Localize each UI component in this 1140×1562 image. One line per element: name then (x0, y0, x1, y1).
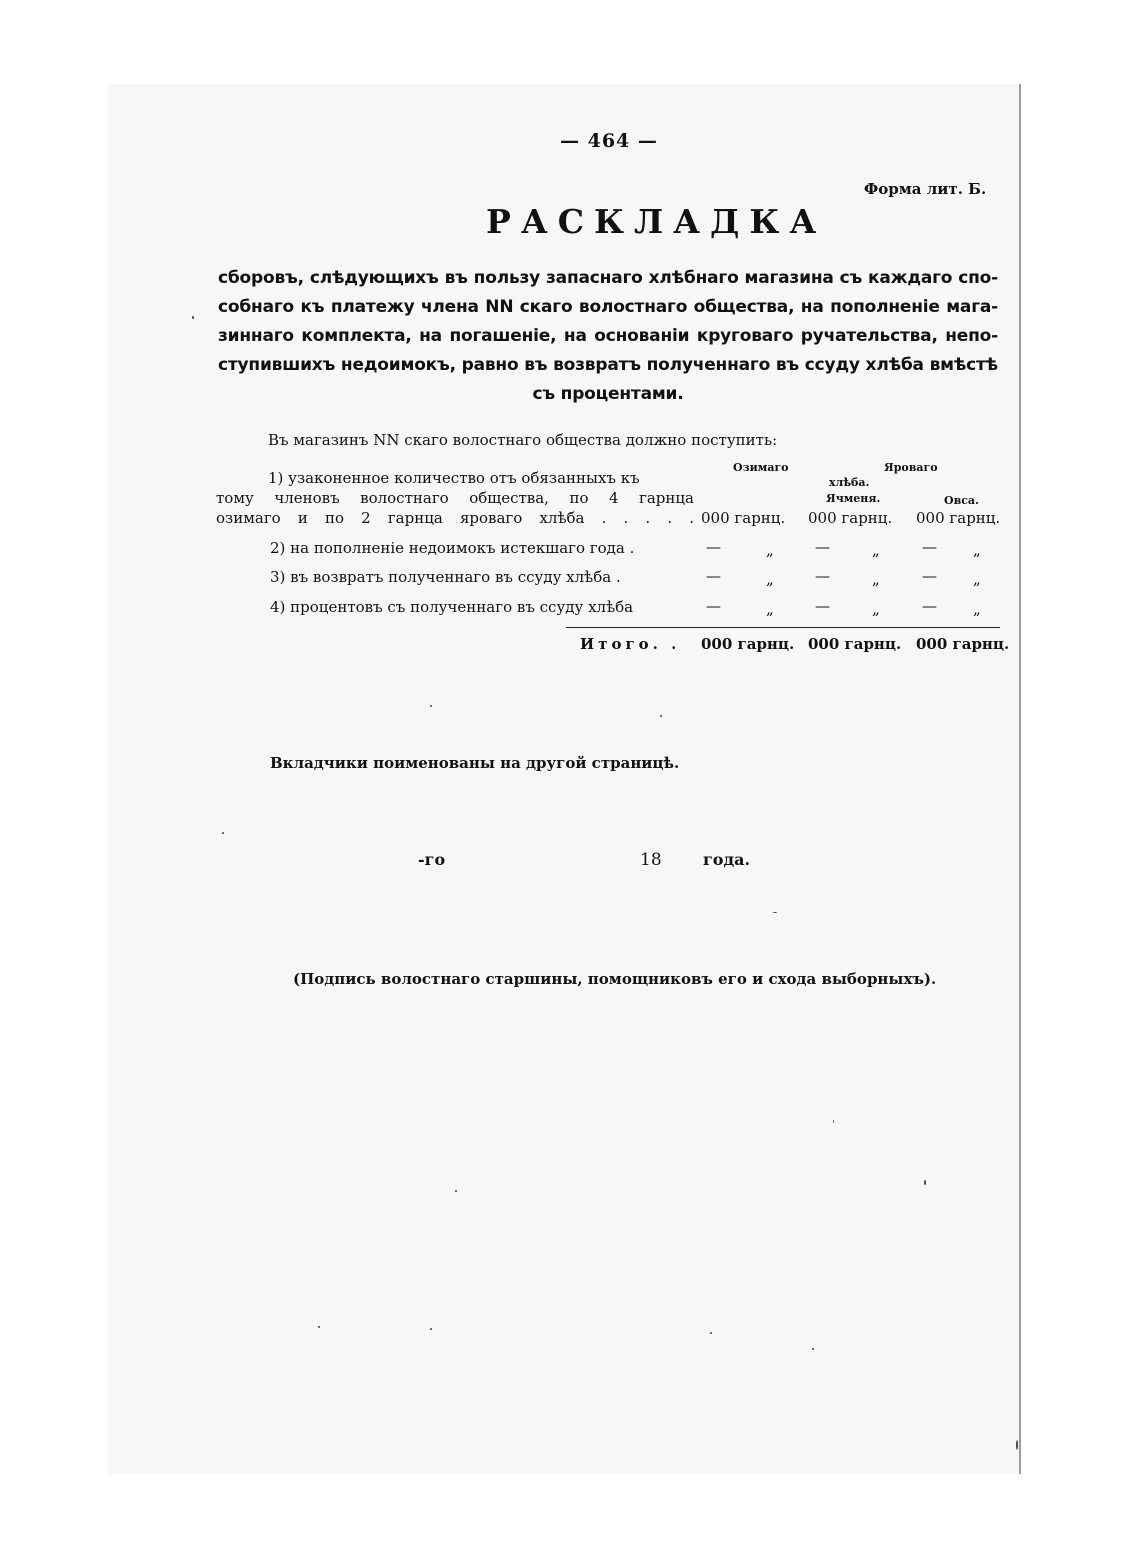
heading-line: сборовъ, слѣдующихъ въ пользу запаснаго хлѣбнаго магазина съ каждаго спо- (218, 268, 998, 288)
scan-speck (222, 832, 224, 834)
scan-speck (192, 316, 194, 319)
scan-speck (710, 1332, 712, 1334)
scan-speck (430, 1328, 432, 1330)
total-value-winter: 000 гарнц. (701, 635, 795, 653)
scan-speck (660, 715, 662, 717)
document-heading (218, 264, 998, 409)
table-row-item-1 (216, 468, 694, 528)
row-cell: — (706, 538, 721, 556)
row-cell: — (815, 538, 830, 556)
scan-speck (455, 1190, 457, 1192)
heading-line: съ процентами. (532, 384, 684, 404)
table-row-item-4-label: 4) процентовъ съ полученнаго въ ссуду хлѣба (270, 598, 634, 616)
document-title: РАСКЛАДКА (486, 202, 827, 241)
form-label: Форма лит. Б. (864, 180, 987, 198)
row-cell: — (922, 597, 937, 615)
row-cell: — (922, 567, 937, 585)
row-cell: „ (973, 541, 981, 559)
row-cell: „ (872, 600, 880, 618)
row-cell: „ (872, 570, 880, 588)
scan-speck (812, 1348, 814, 1350)
row-cell: — (706, 597, 721, 615)
total-value-barley: 000 гарнц. (808, 635, 902, 653)
row-cell: „ (766, 600, 774, 618)
scan-speck (318, 1326, 320, 1328)
signature-line: (Подпись волостнаго старшины, помощниковъ его и схода выборныхъ). (293, 970, 937, 988)
heading-line: зиннаго комплекта, на погашеніе, на основаніи круговаго ручательства, непо- (218, 326, 998, 346)
row-cell: „ (973, 600, 981, 618)
row-cell: — (815, 567, 830, 585)
item1-value-winter: 000 гарнц. (701, 509, 786, 527)
column-header-barley: Ячменя. (826, 492, 881, 505)
row-cell: — (706, 567, 721, 585)
scan-speck (833, 1120, 834, 1123)
date-year-word: года. (703, 850, 751, 869)
page-edge-divider (1019, 84, 1021, 1474)
total-value-oats: 000 гарнц. (916, 635, 1010, 653)
scan-speck (773, 912, 777, 913)
row-cell: „ (973, 570, 981, 588)
total-rule (566, 627, 1000, 628)
scan-speck (1016, 1440, 1018, 1450)
row-cell: — (815, 597, 830, 615)
date-year-prefix: 18 (640, 850, 662, 870)
row-label-line: 1) узаконенное количество отъ обязанныхъ къ (268, 469, 640, 487)
scan-speck (924, 1180, 926, 1185)
table-row-item-2-label: 2) на пополненіе недоимокъ истекшаго года . (270, 539, 635, 557)
row-cell: „ (766, 570, 774, 588)
heading-line: собнаго къ платежу члена NN скаго волостнаго общества, на пополненіе мага- (218, 297, 998, 317)
row-cell: „ (766, 541, 774, 559)
column-header-oats: Овса. (944, 494, 979, 507)
depositors-note: Вкладчики поименованы на другой страницѣ. (270, 754, 680, 772)
row-cell: „ (872, 541, 880, 559)
row-cell: — (922, 538, 937, 556)
heading-line: ступившихъ недоимокъ, равно въ возвратъ полученнаго въ ссуду хлѣба вмѣстѣ (218, 355, 998, 375)
column-header-grain: хлѣба. (829, 476, 870, 489)
total-label: Итого. . (580, 635, 681, 653)
page-number: — 464 — (560, 130, 658, 152)
item1-value-barley: 000 гарнц. (808, 509, 893, 527)
scan-speck (430, 705, 432, 707)
column-header-spring: Яроваго (884, 461, 938, 474)
row-label-line: озимаго и по 2 гарнца яроваго хлѣба . . . . . (216, 509, 694, 527)
intro-text: Въ магазинъ NN скаго волостнаго общества должно поступить: (268, 431, 778, 449)
column-header-winter: Озимаго (733, 461, 789, 474)
row-label-line: тому членовъ волостнаго общества, по 4 гарнца (216, 489, 694, 507)
date-day-suffix: -го (418, 850, 446, 869)
item1-value-oats: 000 гарнц. (916, 509, 1001, 527)
table-row-item-3-label: 3) въ возвратъ полученнаго въ ссуду хлѣба . (270, 568, 621, 586)
